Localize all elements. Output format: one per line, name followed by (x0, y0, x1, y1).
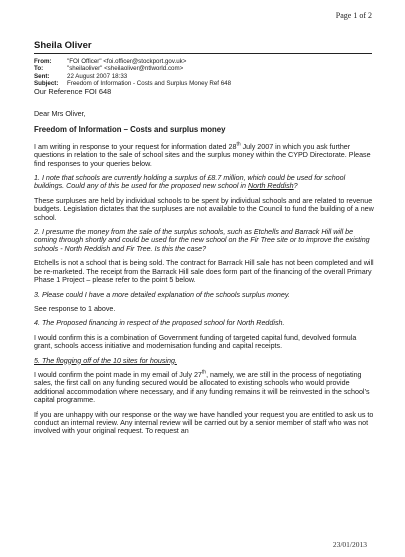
answer-1: These surpluses are held by individual schools to be spent by individual schools and are related to revenue budgets. Legislation dictates that the surpluses are not available to the Council to fund the building of a new school. (34, 196, 374, 222)
answer-2: Etchells is not a school that is being sold. The contract for Barrack Hill sale has not been completed and will be re-marketed. The receipt from the Barrack Hill sale does form part of the financing of the overall Primary Phase 1 Project – please refer to the point 5 below. (34, 259, 374, 285)
q1-text-b: ? (293, 182, 298, 191)
closing-paragraph: If you are unhappy with our response or the way we have handled your request you are entitled to ask us to conduct an internal review. Any internal review will be carried out by a senior member of staff who was not involved with your original request. To request an (34, 410, 374, 436)
footer-date: 23/01/2013 (332, 540, 367, 549)
answer-5 (34, 371, 374, 405)
question-5: 5. The flogging off of the 10 sites for housing. (34, 356, 177, 365)
question-2: 2. I presume the money from the sale of the surplus schools, such as Etchells and Barrack Hill will be coming through shortly and could be used for the new school on the Fir Tree site or to improve the existing schools - North Reddish and Fir Tree. Is this the case? (34, 228, 370, 253)
answer-3: See response to 1 above. (34, 304, 116, 313)
header-to-row (34, 65, 231, 72)
letter-body (34, 110, 374, 442)
question-4: 4. The Proposed financing in respect of the proposed school for North Reddish. (34, 319, 285, 328)
page-number: Page 1 of 2 (335, 11, 372, 20)
salutation: Dear Mrs Oliver, (34, 110, 86, 118)
q1-underlined: North Reddish (247, 182, 294, 191)
a5-sup: th (201, 369, 207, 376)
sender-name: Sheila Oliver (34, 40, 92, 51)
header-from-row (34, 58, 231, 65)
intro-paragraph (34, 143, 374, 168)
from-value: "FOI Officer" <foi.officer@stockport.gov.uk> (67, 58, 187, 65)
subject-label: Subject: (34, 80, 59, 88)
intro-text-a: I am writing in response to your request for information dated 28 (34, 142, 237, 151)
email-header (34, 58, 231, 88)
question-3: 3. Please could I have a more detailed explanation of the schools surplus money. (34, 290, 290, 299)
sent-value: 22 August 2007 18:33 (67, 72, 128, 80)
from-label: From: (34, 58, 52, 65)
question-1 (34, 174, 374, 191)
subject-value: Freedom of Information - Costs and Surplus Money Ref 648 (67, 80, 232, 88)
reference-line: Our Reference FOI 648 (34, 87, 112, 96)
q1-text-a: 1. I note that schools are currently holding a surplus of £8.7 million, which could be used for school buildings. Could any of this be used for the proposed new school in (34, 174, 346, 191)
to-label: To: (34, 65, 44, 73)
intro-sup: th (236, 141, 241, 148)
sent-label: Sent: (34, 72, 50, 80)
header-rule (34, 53, 372, 54)
letter-title: Freedom of Information – Costs and surplus money (34, 125, 226, 135)
to-value: "sheilaoliver" <sheilaoliver@ntlworld.com> (67, 65, 184, 73)
a5-text-b: , namely, we are still in the process of negotiating sales, the first call on any funding secured would be allocated to existing schools who would provide additional accommodation where necessary, and if any funding remains it will be reinvested in the school’s capital programme. (34, 370, 370, 405)
a5-text-a: I would confirm the point made in my email of July 27 (34, 370, 202, 379)
intro-text-b: July 2007 in which you ask further questions in relation to the sale of school sites and the surplus money within the CYPD Directorate. Please find responses to your queries below. (34, 142, 371, 168)
answer-4: I would confirm this is a combination of Government funding of targeted capital fund, devolved formula grant, schools access initiative and modernisation funding and capital receipts. (34, 333, 357, 351)
header-sent-row (34, 73, 231, 80)
